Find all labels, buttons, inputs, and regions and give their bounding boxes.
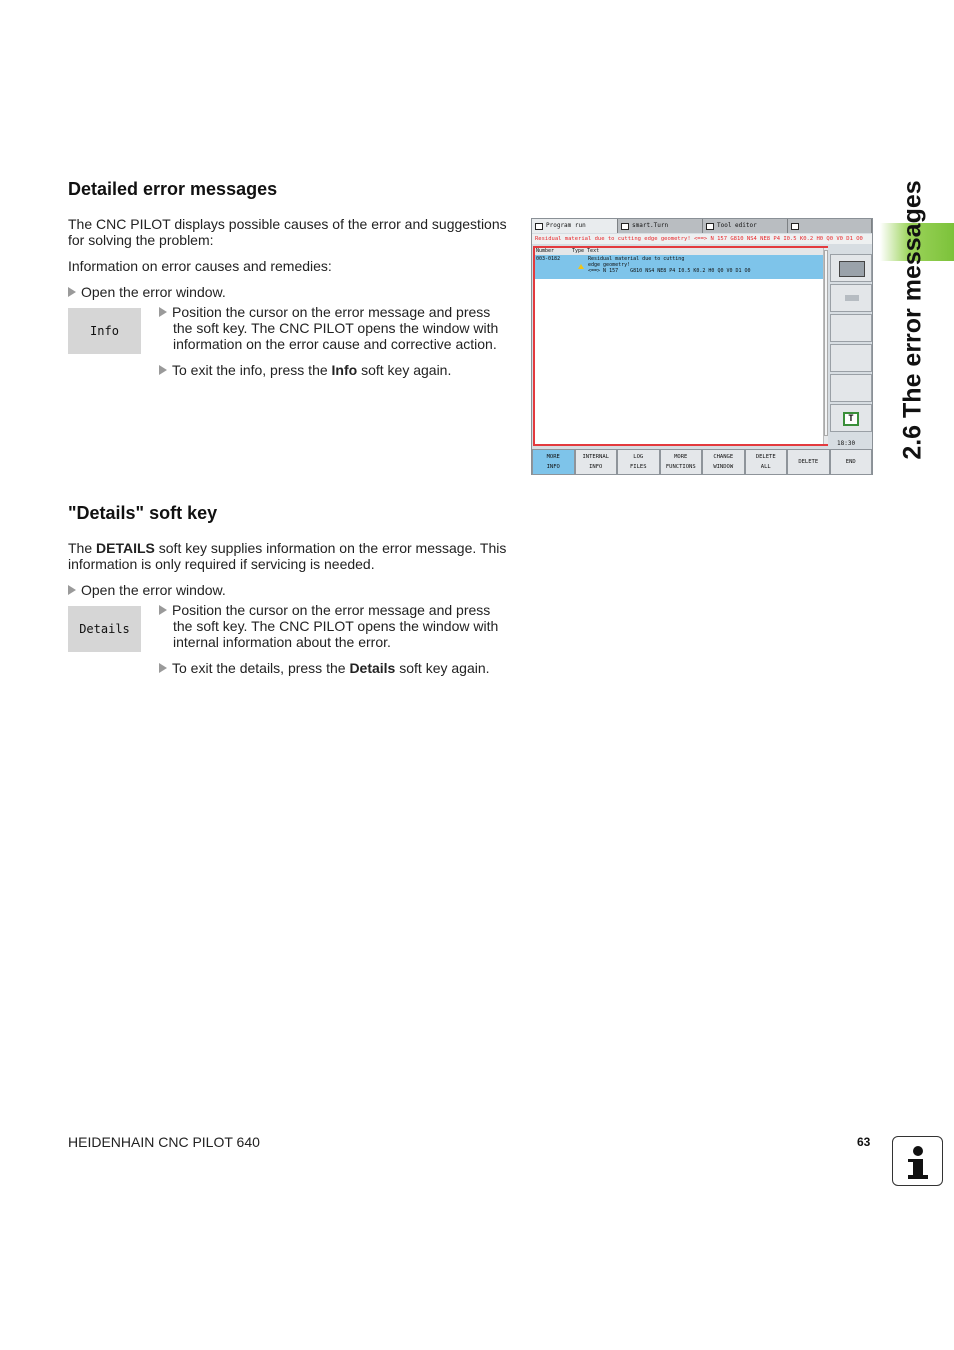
mode-tabs (532, 219, 872, 233)
screen-softkey: MORE FUNCTIONS (660, 449, 703, 475)
save-icon (791, 223, 799, 230)
step-open-window: Open the error window. (68, 284, 226, 300)
arrow-key (830, 284, 872, 312)
tool-table-key (830, 404, 872, 432)
details-paragraph: The DETAILS soft key supplies information on the error message. This information is only required if servicing is needed. (68, 540, 507, 572)
screen-softkey: END (830, 449, 873, 475)
tab-program-run: Program run (532, 219, 618, 233)
error-status-bar: Residual material due to cutting edge geometry! <==> N 157 G810 NS4 NE8 P4 I0.5 K0.2 H0 Q0 V0 D1 O0 (532, 234, 872, 244)
screen-softkey: MORE INFO (532, 449, 575, 475)
control-screenshot (531, 218, 873, 475)
intro-paragraph: The CNC PILOT displays possible causes of the error and suggestions for solving the problem: (68, 216, 507, 248)
section-heading-details-softkey: "Details" soft key (68, 503, 218, 523)
scrollbar (823, 248, 828, 444)
substep-exit-details: To exit the details, press the Details soft key again. (159, 660, 519, 676)
bullet-triangle-icon (159, 307, 167, 317)
smart-turn-icon (621, 223, 629, 230)
info-paragraph: Information on error causes and remedies: (68, 258, 332, 274)
bullet-triangle-icon (68, 287, 76, 297)
machine-icon (839, 261, 865, 277)
empty-key-3 (830, 374, 872, 402)
program-run-icon (535, 223, 543, 230)
screen-softkey: CHANGE WINDOW (702, 449, 745, 475)
clock: 18:30 (837, 440, 856, 447)
tab-save (788, 219, 872, 233)
step-open-window-2: Open the error window. (68, 582, 226, 598)
empty-key-1 (830, 314, 872, 342)
screen-softkey: DELETE ALL (745, 449, 788, 475)
bullet-triangle-icon (68, 585, 76, 595)
info-icon (892, 1136, 943, 1186)
info-softkey-image: Info (68, 308, 141, 354)
chapter-sidebar (880, 160, 946, 480)
substep-position-cursor: Position the cursor on the error message and press the soft key. The CNC PILOT opens the window with information on the error cause and corrective action. (159, 304, 519, 352)
substep-exit-info: To exit the info, press the Info soft key again. (159, 362, 519, 378)
page-number: 63 (857, 1135, 871, 1149)
error-list-row: 003-0182 Residual material due to cutting edge geometry! <==> N 157 G810 NS4 NE8 P4 I0.5 K0.2 H0 Q0 V0 D1 O0 (535, 255, 823, 279)
horizontal-softkeys (532, 449, 872, 475)
bullet-triangle-icon (159, 365, 167, 375)
arrow-right-icon (845, 295, 859, 301)
warning-icon (578, 264, 584, 269)
screen-softkey: INTERNAL INFO (575, 449, 618, 475)
empty-key-2 (830, 344, 872, 372)
details-softkey-image: Details (68, 606, 141, 652)
bullet-triangle-icon (159, 663, 167, 673)
machine-icon-key (830, 254, 872, 282)
error-window (533, 246, 828, 446)
substep-position-cursor-2: Position the cursor on the error message and press the soft key. The CNC PILOT opens the window with internal information about the error. (159, 602, 519, 650)
error-list-header: Number Type Text (535, 248, 823, 255)
tool-t-icon: T (843, 412, 859, 426)
screen-softkey: DELETE (787, 449, 830, 475)
tab-tool-editor: Tool editor (703, 219, 788, 233)
screen-softkey: LOG FILES (617, 449, 660, 475)
footer-title: HEIDENHAIN CNC PILOT 640 (68, 1134, 260, 1150)
section-heading-detailed-errors: Detailed error messages (68, 179, 278, 199)
chapter-title: 2.6 The error messages (898, 180, 927, 460)
tool-editor-icon (706, 223, 714, 230)
tab-smart-turn: smart.Turn (618, 219, 703, 233)
bullet-triangle-icon (159, 605, 167, 615)
